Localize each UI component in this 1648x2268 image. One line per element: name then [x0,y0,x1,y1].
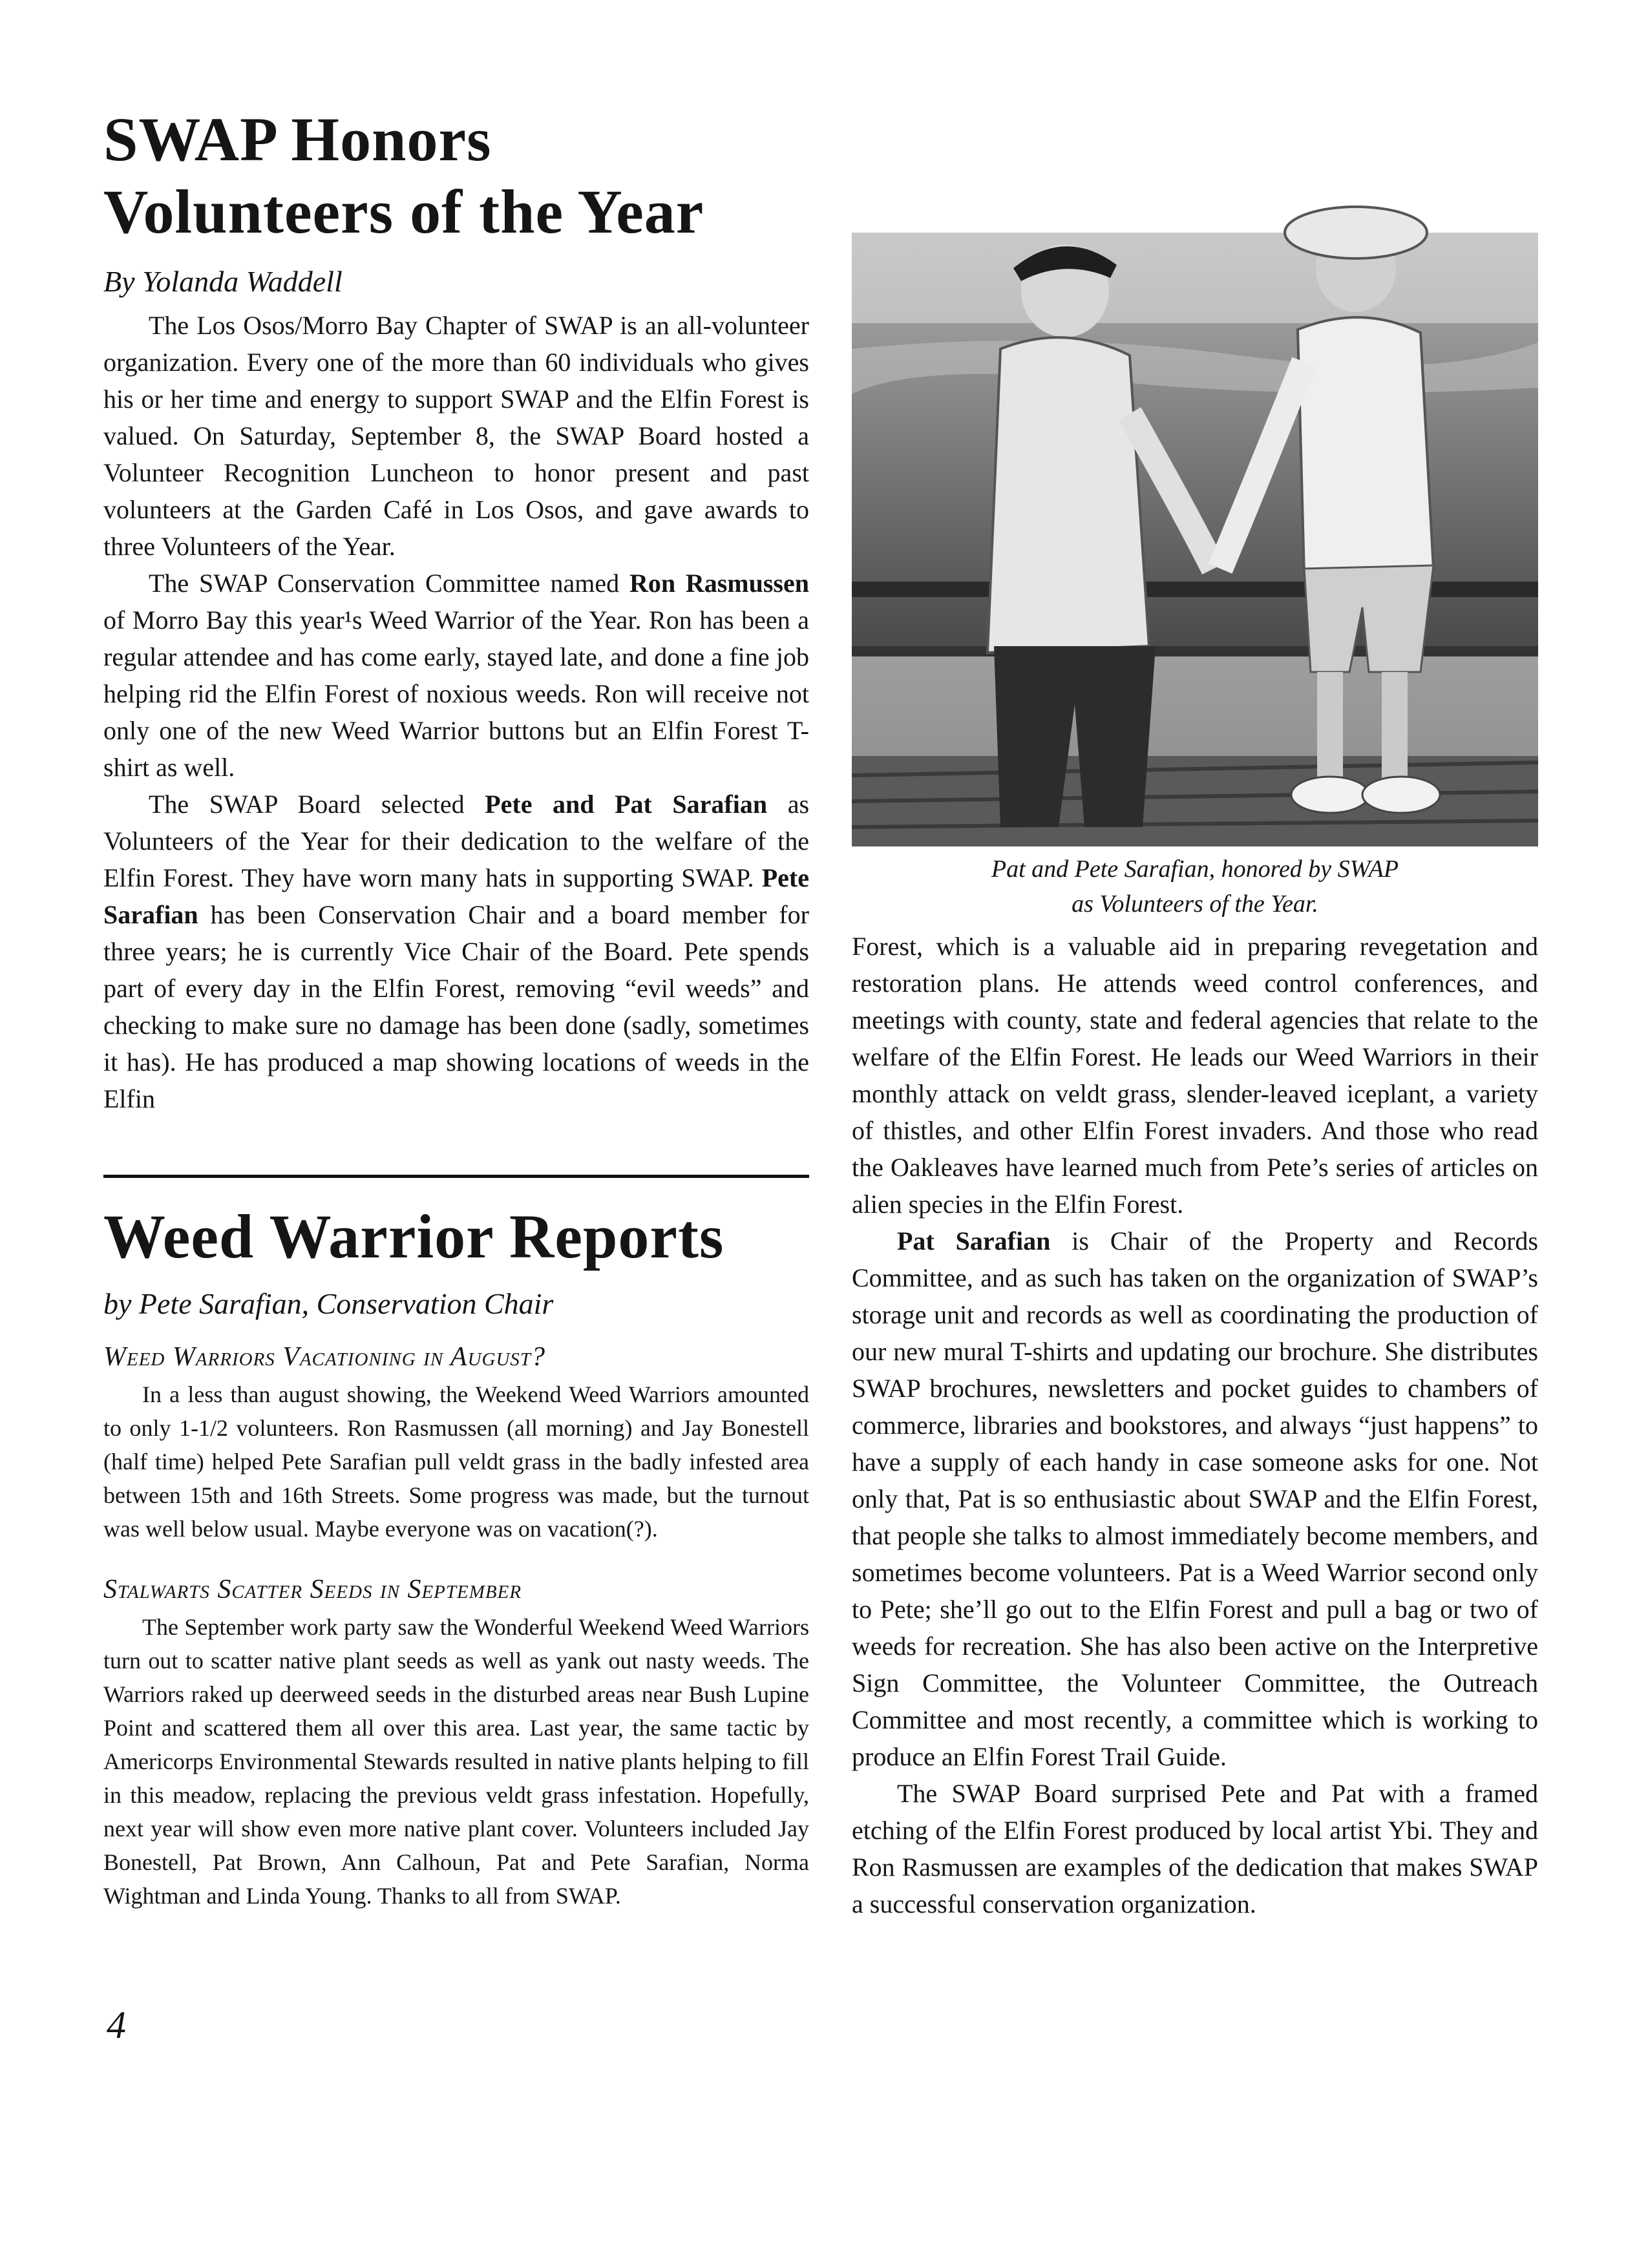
photo-caption [852,852,1538,921]
august-report-text: In a less than august showing, the Weekend Weed Warriors amounted to only 1-1/2 volunteers. Ron Rasmussen (all morning) and Jay Bonestell (half time) helped Pete Sarafian pull veldt grass in the badly infested area between 15th and 16th Streets. Some progress was made, but the turnout was well below usual. Maybe everyone was on vacation(?). [103,1381,809,1542]
august-report [103,1378,809,1546]
article-body-right [852,928,1538,1922]
weed-warrior-title: Weed Warrior Reports [103,1202,724,1271]
paragraph-sarafians: The SWAP Board selected Pete and Pat Sarafian as Volunteers of the Year for their dedication to the welfare of the Elfin Forest. They have worn many hats in supporting SWAP. Pete Sarafian has been Conservation Chair and a board member for three years; he is currently Vice Chair of the Board. Pete spends part of every day in the Elfin Forest, removing “evil weeds” and checking to make sure no damage has been done (sadly, sometimes it has). He has produced a map showing locations of weeds in the Elfin [103,790,810,1113]
september-report [103,1610,809,1913]
section-divider [103,1175,809,1178]
paragraph-pete-continued: Forest, which is a valuable aid in preparing revegetation and restoration plans. He attends weed control conferences, and meetings with county, state and federal agencies that relate to the welfare of the Elfin Forest. He leads our Weed Warriors in their monthly attack on veldt grass, slender-leaved iceplant, a variety of thistles, and other Elfin Forest invaders. And those who read the Oakleaves have learned much from Pete’s series of articles on alien species in the Elfin Forest. [852,932,1538,1219]
paragraph-ron: The SWAP Conservation Committee named Ron Rasmussen of Morro Bay this year¹s Weed Warrior of the Year. Ron has been a regular attendee and has come early, stayed late, and done a fine job helping rid the Elfin Forest of noxious weeds. Ron will receive not only one of the new Weed Warrior buttons but an Elfin Forest T- shirt as well. [103,569,809,782]
page-number: 4 [107,2004,126,2046]
subhead-august: Weed Warriors Vacationing in August? [103,1342,546,1372]
paragraph-pat: Pat Sarafian is Chair of the Property and Records Committee, and as such has taken on the organization of SWAP’s storage unit and records as well as coordinating the production of our new mural T-shirts and updating our brochure. She distributes SWAP brochures, newsletters and pocket guides to chambers of commerce, libraries and bookstores, and always “just happens” to have a supply of each handy in case someone asks for one. Not only that, Pat is so enthusiastic about SWAP and the Elfin Forest, that people she talks to almost immediately become members, and sometimes become volunteers. Pat is a Weed Warrior second only to Pete; she’ll go out to the Elfin Forest and pull a bag or two of weeds for recreation. She has also been active on the Interpretive Sign Committee, the Volunteer Committee, the Outreach Committee and most recently, a committee which is working to produce an Elfin Forest Trail Guide. [852,1226,1538,1771]
photo-illustration [852,155,1538,846]
photo-caption-line1: Pat and Pete Sarafian, honored by SWAP [991,856,1399,883]
article-byline: By Yolanda Waddell [103,265,343,298]
subhead-september: Stalwarts Scatter Seeds in September [103,1575,522,1604]
photo-caption-line2: as Volunteers of the Year. [1072,890,1318,918]
name-pete-pat-sarafian: Pete and Pat Sarafian [485,790,768,819]
article-title-line1: SWAP Honors [103,105,492,174]
paragraph-intro: The Los Osos/Morro Bay Chapter of SWAP is an all-volunteer organization. Every one of the more than 60 individuals who gives his or her time and energy to support SWAP and the Elfin Forest is valued. On Saturday, September 8, the SWAP Board hosted a Volunteer Recognition Luncheon to honor present and past volunteers at the Garden Café in Los Osos, and gave awards to three Volunteers of the Year. [103,311,809,561]
september-report-text: The September work party saw the Wonderful Weekend Weed Warriors turn out to scatter native plant seeds as well as yank out nasty weeds. The Warriors raked up deerweed seeds in the disturbed areas near Bush Lupine Point and scattered them all over this area. Last year, the same tactic by Americorps Environmental Stewards resulted in native plants helping to fill in this meadow, replacing the previous veldt grass infestation. Hopefully, next year will show even more native plant cover. Volunteers included Jay Bonestell, Pat Brown, Ann Calhoun, Pat and Pete Sarafian, Norma Wightman and Linda Young. Thanks to all from SWAP. [103,1614,809,1909]
name-pete-sarafian: Pete Sarafian [103,863,809,929]
weed-warrior-byline: by Pete Sarafian, Conservation Chair [103,1287,554,1320]
paragraph-closing: The SWAP Board surprised Pete and Pat with a framed etching of the Elfin Forest produced by local artist Ybi. They and Ron Rasmussen are examples of the dedication that makes SWAP a successful conservation organization. [852,1779,1538,1918]
article-body-left [103,307,809,1117]
name-ron-rasmussen: Ron Rasmussen [629,569,809,598]
article-title [103,103,847,248]
name-pat-sarafian: Pat Sarafian [897,1226,1051,1255]
article-title-line2: Volunteers of the Year [103,177,704,246]
volunteers-photo [852,155,1538,846]
